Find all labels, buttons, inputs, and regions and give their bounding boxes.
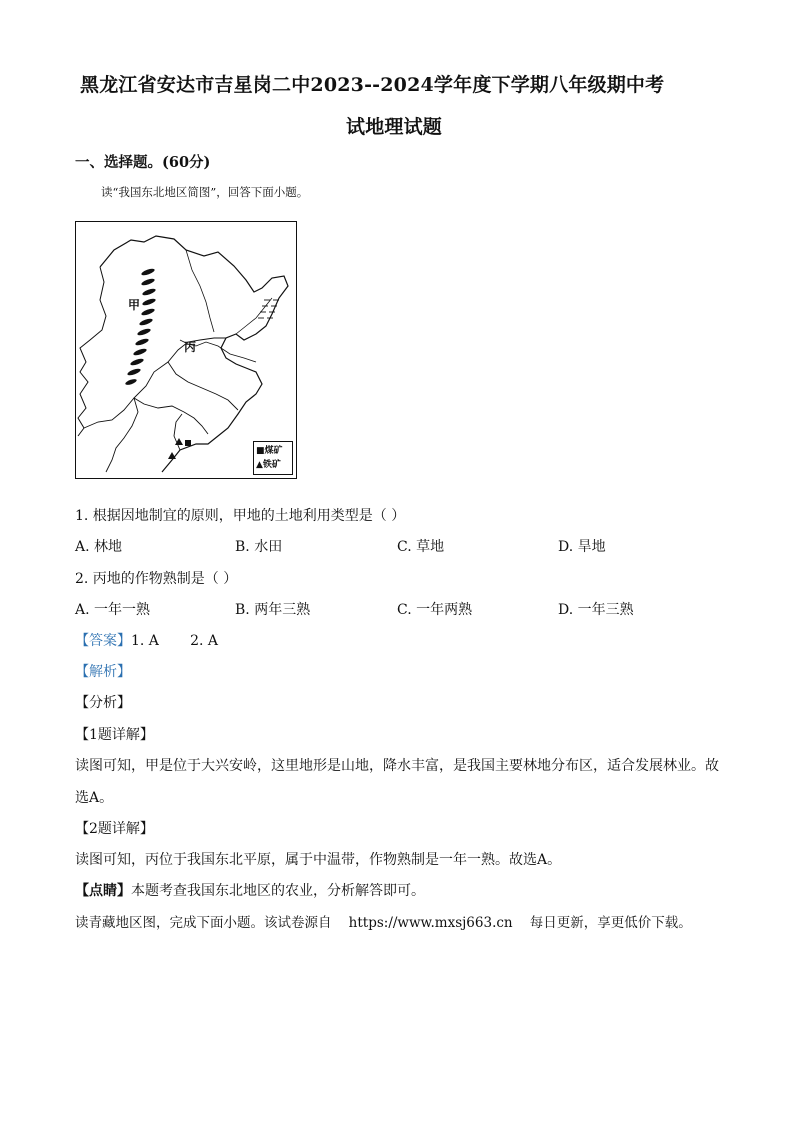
page-title-line2: 试地理试题 bbox=[346, 116, 443, 138]
q1-detail-label: 【1题详解】 bbox=[75, 727, 154, 743]
question-1-stem: 1. 根据因地制宜的原则，甲地的土地利用类型是（ ） bbox=[75, 508, 406, 524]
q2-detail-label: 【2题详解】 bbox=[75, 821, 154, 837]
map-legend bbox=[253, 441, 293, 475]
analysis-label: 【解析】 bbox=[75, 664, 131, 680]
question-2-stem: 2. 丙地的作物熟制是（ ） bbox=[75, 571, 238, 587]
question-1-option-b[interactable]: B. 水田 bbox=[235, 539, 283, 555]
question-2-option-a[interactable]: A. 一年一熟 bbox=[75, 602, 151, 618]
question-2-option-b[interactable]: B. 两年三熟 bbox=[235, 602, 311, 618]
next-question-intro: 读青藏地区图，完成下面小题。该试卷源自 https://www.mxsj663.cn 每日更新，享更低价下载。 bbox=[75, 915, 692, 931]
mountain-range-marks bbox=[125, 267, 157, 386]
legend-coal-label: 煤矿 bbox=[264, 446, 283, 456]
dianjing-text: 本题考查我国东北地区的农业，分析解答即可。 bbox=[131, 883, 425, 899]
map-label-bing: 丙 bbox=[184, 340, 197, 354]
map-intro: 读“我国东北地区简图”，回答下面小题。 bbox=[101, 185, 309, 199]
answer-label: 【答案】 bbox=[75, 633, 131, 649]
question-1-option-c[interactable]: C. 草地 bbox=[397, 539, 445, 555]
question-1-option-d[interactable]: D. 旱地 bbox=[558, 539, 606, 555]
dianjing-label: 【点睛】 bbox=[75, 883, 131, 899]
map-label-jia: 甲 bbox=[128, 298, 141, 312]
coast-line-1 bbox=[106, 398, 138, 472]
province-boundary-2 bbox=[84, 398, 208, 434]
question-1-option-a[interactable]: A. 林地 bbox=[75, 539, 123, 555]
answer-row bbox=[75, 630, 218, 650]
page-title-line1: 黑龙江省安达市吉星岗二中2023--2024学年度下学期八年级期中考 bbox=[80, 74, 665, 96]
province-boundary-4 bbox=[186, 250, 214, 332]
fenxi-label: 【分析】 bbox=[75, 695, 131, 711]
river-line-2 bbox=[236, 298, 272, 334]
legend-iron-label: 铁矿 bbox=[262, 460, 281, 470]
province-boundary-3 bbox=[168, 362, 238, 410]
question-2-option-c[interactable]: C. 一年两熟 bbox=[397, 602, 473, 618]
q2-detail-text: 读图可知，丙位于我国东北平原，属于中温带，作物熟制是一年一熟。故选A。 bbox=[75, 852, 562, 868]
question-2-option-d[interactable]: D. 一年三熟 bbox=[558, 602, 634, 618]
legend-iron bbox=[256, 458, 290, 472]
coal-mine-marker bbox=[185, 440, 191, 446]
west-boundary-line bbox=[78, 267, 106, 436]
q1-detail-line2: 选A。 bbox=[75, 790, 114, 806]
northeast-china-map bbox=[75, 221, 297, 479]
iron-mine-triangle-icon: ▲ bbox=[256, 460, 263, 470]
coal-mine-square-icon: ■ bbox=[256, 446, 265, 456]
q1-detail-line1: 读图可知，甲是位于大兴安岭，这里地形是山地，降水丰富，是我国主要林地分布区，适合发展林业。故 bbox=[75, 758, 719, 774]
iron-mine-marker-2 bbox=[168, 452, 176, 459]
section-heading: 一、选择题。(60分) bbox=[75, 154, 211, 171]
province-boundary-1 bbox=[134, 338, 226, 398]
legend-coal bbox=[256, 444, 290, 458]
answer-text: 1. A 2. A bbox=[131, 633, 218, 649]
dianjing-row bbox=[75, 880, 425, 900]
